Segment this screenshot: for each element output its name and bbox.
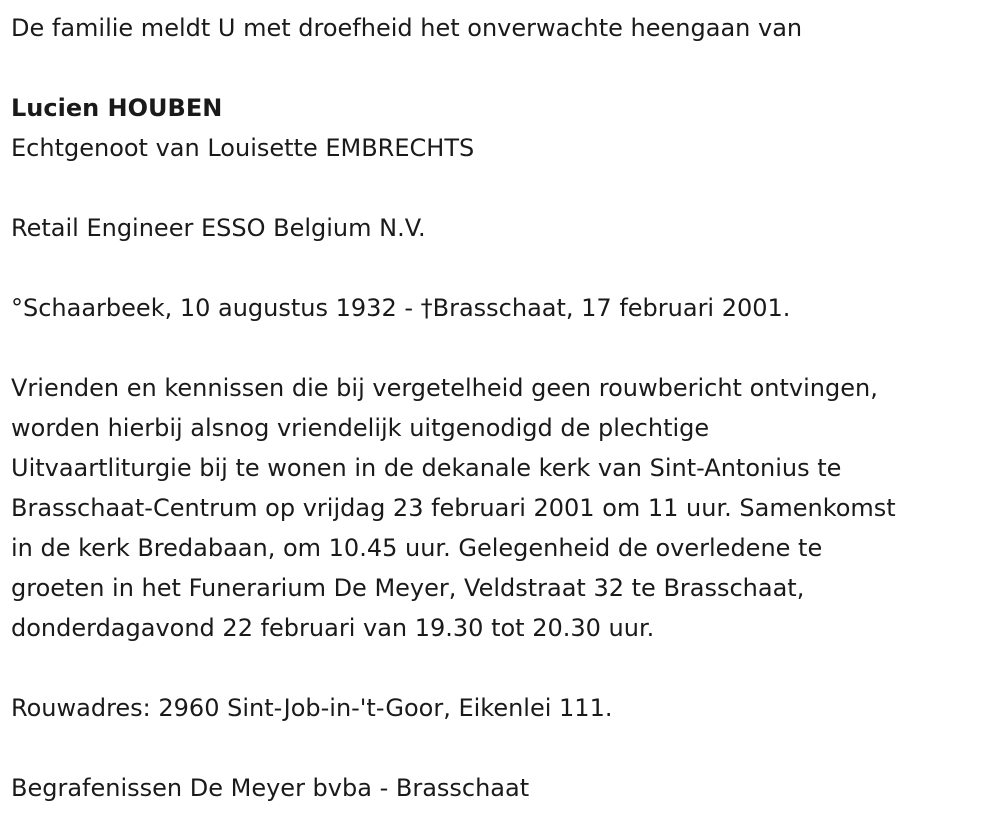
spacer bbox=[11, 168, 991, 208]
spacer bbox=[11, 248, 991, 288]
intro-text: De familie meldt U met droefheid het onverwachte heengaan van bbox=[11, 14, 803, 42]
invitation-paragraph bbox=[11, 368, 991, 648]
spacer bbox=[11, 328, 991, 368]
invitation-line: groeten in het Funerarium De Meyer, Veldstraat 32 te Brasschaat, bbox=[11, 574, 805, 602]
occupation-line: Retail Engineer ESSO Belgium N.V. bbox=[11, 214, 426, 242]
spacer bbox=[11, 728, 991, 768]
obituary-document bbox=[11, 8, 991, 808]
spouse-line: Echtgenoot van Louisette EMBRECHTS bbox=[11, 134, 475, 162]
invitation-line: Vrienden en kennissen die bij vergetelheid geen rouwbericht ontvingen, bbox=[11, 374, 878, 402]
birth-death-dates: °Schaarbeek, 10 augustus 1932 - †Brasschaat, 17 februari 2001. bbox=[11, 294, 791, 322]
invitation-line: Brasschaat-Centrum op vrijdag 23 februari 2001 om 11 uur. Samenkomst bbox=[11, 494, 896, 522]
mourning-address: Rouwadres: 2960 Sint-Job-in-'t-Goor, Eikenlei 111. bbox=[11, 694, 613, 722]
spacer bbox=[11, 648, 991, 688]
invitation-line: donderdagavond 22 februari van 19.30 tot 20.30 uur. bbox=[11, 614, 655, 642]
funeral-home: Begrafenissen De Meyer bvba - Brasschaat bbox=[11, 774, 530, 802]
invitation-line: worden hierbij alsnog vriendelijk uitgenodigd de plechtige bbox=[11, 414, 710, 442]
invitation-line: Uitvaartliturgie bij te wonen in de dekanale kerk van Sint-Antonius te bbox=[11, 454, 842, 482]
invitation-line: in de kerk Bredabaan, om 10.45 uur. Gelegenheid de overledene te bbox=[11, 534, 823, 562]
deceased-name: Lucien HOUBEN bbox=[11, 94, 223, 122]
spacer bbox=[11, 48, 991, 88]
